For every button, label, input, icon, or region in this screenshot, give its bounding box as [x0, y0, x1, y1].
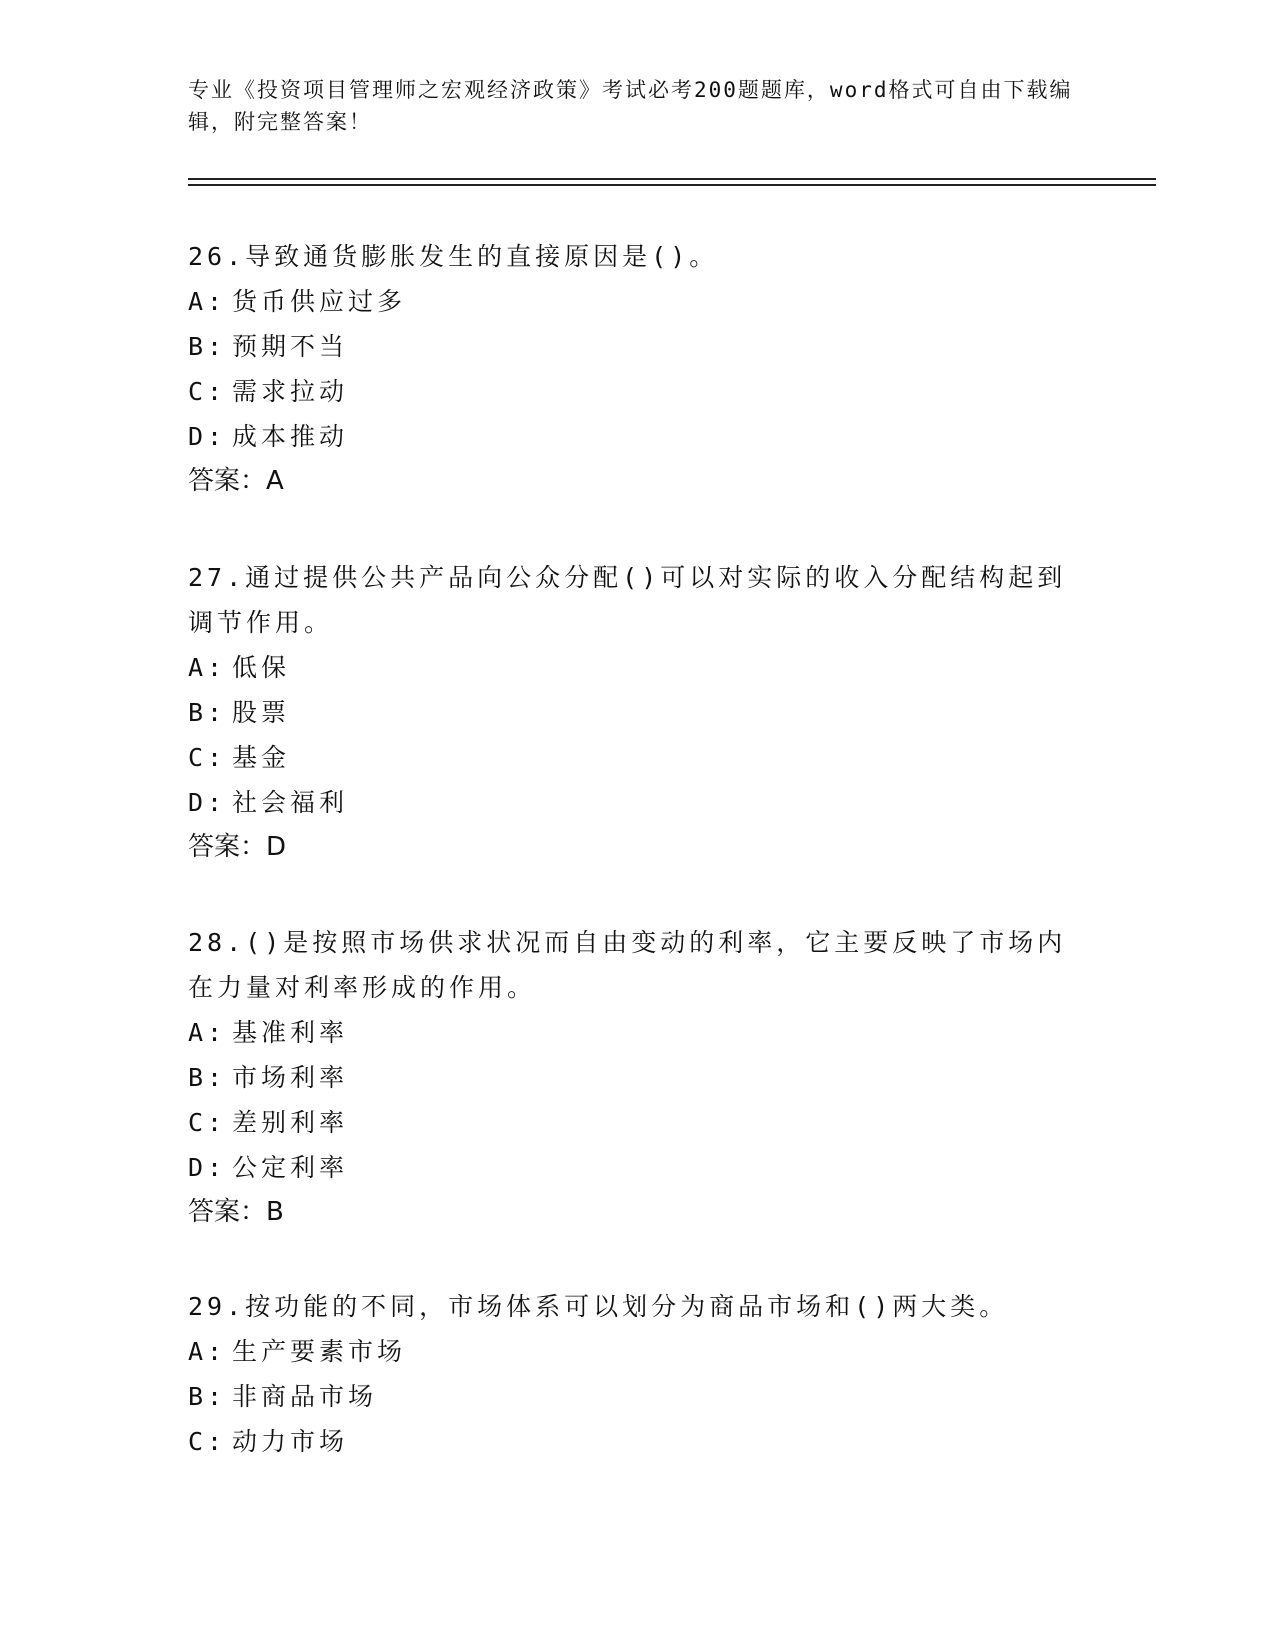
option-text: 低保 — [232, 653, 291, 682]
option-text: 基金 — [232, 743, 291, 772]
option-text: 生产要素市场 — [232, 1337, 407, 1366]
option-key: C: — [188, 1427, 227, 1456]
option-key: D: — [188, 422, 227, 451]
answer-line: 答案：A — [188, 466, 284, 496]
option-c — [188, 735, 1088, 780]
option-a — [188, 279, 1088, 324]
option-b — [188, 1055, 1088, 1100]
answer-line: 答案：D — [188, 832, 287, 862]
option-key: A: — [188, 1018, 227, 1047]
option-b — [188, 324, 1088, 369]
option-c — [188, 1419, 1088, 1464]
option-text: 公定利率 — [232, 1153, 349, 1182]
question-26 — [188, 234, 1088, 504]
option-key: B: — [188, 332, 227, 361]
option-c — [188, 1100, 1088, 1145]
option-key: A: — [188, 287, 227, 316]
header-rule-bottom — [188, 184, 1156, 186]
option-text: 差别利率 — [232, 1108, 349, 1137]
option-text: 需求拉动 — [232, 377, 349, 406]
option-d — [188, 1145, 1088, 1190]
option-text: 货币供应过多 — [232, 287, 407, 316]
question-28 — [188, 920, 1088, 1235]
option-c — [188, 369, 1088, 414]
option-text: 成本推动 — [232, 422, 349, 451]
option-key: B: — [188, 698, 227, 727]
option-key: A: — [188, 653, 227, 682]
option-key: D: — [188, 1153, 227, 1182]
option-d — [188, 414, 1088, 459]
option-key: A: — [188, 1337, 227, 1366]
question-stem: 29.按功能的不同，市场体系可以划分为商品市场和()两大类。 — [188, 1292, 1009, 1321]
option-key: B: — [188, 1063, 227, 1092]
document-header: 专业《投资项目管理师之宏观经济政策》考试必考200题题库，word格式可自由下载编辑，附完整答案！ — [188, 78, 1073, 134]
question-stem: 28.()是按照市场供求状况而自由变动的利率，它主要反映了市场内在力量对利率形成的作用。 — [188, 928, 1067, 1002]
option-d — [188, 780, 1088, 825]
option-text: 股票 — [232, 698, 291, 727]
option-a — [188, 1010, 1088, 1055]
question-stem: 27.通过提供公共产品向公众分配()可以对实际的收入分配结构起到调节作用。 — [188, 563, 1067, 637]
question-27 — [188, 555, 1088, 870]
option-text: 预期不当 — [232, 332, 349, 361]
question-stem: 26.导致通货膨胀发生的直接原因是()。 — [188, 242, 719, 271]
header-rule-top — [188, 178, 1156, 180]
option-text: 社会福利 — [232, 788, 349, 817]
option-text: 基准利率 — [232, 1018, 349, 1047]
option-key: D: — [188, 788, 227, 817]
option-key: B: — [188, 1382, 227, 1411]
option-text: 市场利率 — [232, 1063, 349, 1092]
option-text: 非商品市场 — [232, 1382, 378, 1411]
option-key: C: — [188, 743, 227, 772]
option-b — [188, 690, 1088, 735]
option-a — [188, 1329, 1088, 1374]
option-b — [188, 1374, 1088, 1419]
option-key: C: — [188, 377, 227, 406]
option-a — [188, 645, 1088, 690]
question-29 — [188, 1284, 1088, 1464]
option-text: 动力市场 — [232, 1427, 349, 1456]
answer-line: 答案：B — [188, 1197, 284, 1227]
option-key: C: — [188, 1108, 227, 1137]
